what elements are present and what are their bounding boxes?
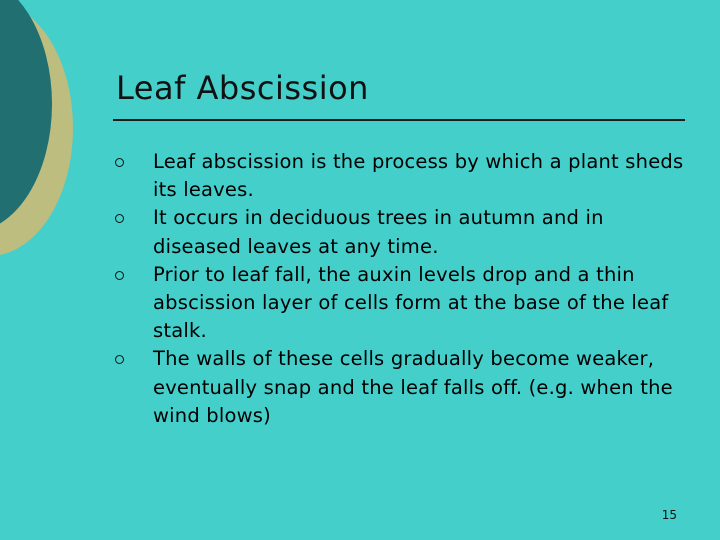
bullet-marker-icon: [115, 214, 124, 223]
bullet-item: [113, 345, 693, 430]
bullet-marker-icon: [115, 271, 124, 280]
bullet-item: [113, 148, 693, 204]
slide-number: 15: [661, 508, 677, 522]
bullet-marker-icon: [115, 158, 124, 167]
bullet-text: The walls of these cells gradually become weaker, eventually snap and the leaf falls off. (e.g. when the wind blows): [153, 347, 673, 427]
bullet-text: Prior to leaf fall, the auxin levels drop and a thin abscission layer of cells form at the base of the leaf stalk.: [153, 262, 669, 343]
bullet-item: [113, 261, 693, 346]
title-underline: [113, 119, 685, 121]
bullet-text: It occurs in deciduous trees in autumn and in diseased leaves at any time.: [153, 206, 604, 258]
bullet-marker-icon: [115, 355, 124, 364]
slide-title: Leaf Abscission: [116, 69, 369, 107]
bullet-text: Leaf abscission is the process by which a plant sheds its leaves.: [153, 150, 684, 202]
bullet-item: [113, 204, 693, 260]
bullet-list: [113, 148, 693, 430]
